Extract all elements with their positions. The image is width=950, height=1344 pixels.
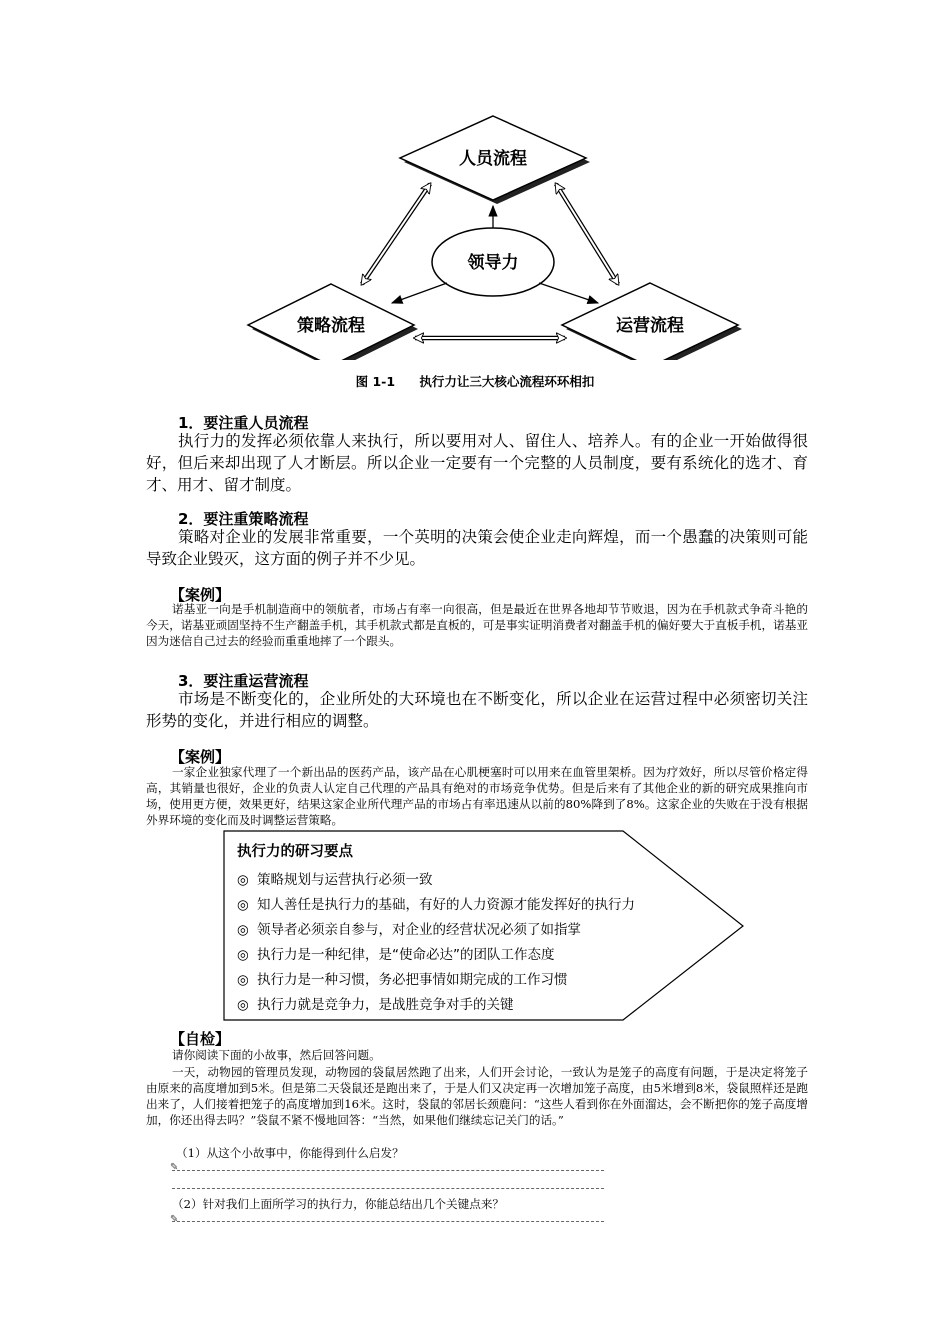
bullet-icon: ◎ [237,897,249,913]
figure-caption [0,372,950,390]
self-check-intro: 请你阅读下面的小故事，然后回答问题。 [172,1048,381,1062]
summary-box [223,830,750,1022]
section2-case-label: 【案例】 [170,586,231,604]
section2-paragraph: 策略对企业的发展非常重要，一个英明的决策会使企业走向辉煌，而一个愚蠢的决策则可能导致企业毁灭，这方面的例子并不少见。 [146,528,808,568]
summary-item: ◎ 策略规划与运营执行必须一致 [237,872,433,888]
bullet-icon: ◎ [237,972,249,988]
bullet-icon: ◎ [237,997,249,1013]
double-arrow-people-strategy [362,184,430,284]
question-1: （1）从这个小故事中，你能得到什么启发？ [176,1146,404,1160]
arrow-leadership-to-operations [539,283,598,303]
figure-number: 图 1-1 [355,374,396,389]
operations-process-node [562,283,742,360]
answer-line-2[interactable] [172,1188,604,1189]
pen-icon: ✎ [170,1162,179,1173]
self-check-label: 【自检】 [170,1030,231,1048]
leadership-node [432,228,554,296]
answer-line-3[interactable] [172,1221,604,1222]
process-diagram [0,0,950,360]
section3-paragraph: 市场是不断变化的，企业所处的大环境也在不断变化，所以企业在运营过程中必须密切关注形势的变化，并进行相应的调整。 [146,690,808,730]
section1-heading: 1．要注重人员流程 [178,414,309,432]
arrow-leadership-to-strategy [392,283,447,303]
summary-item: ◎ 执行力就是竞争力，是战胜竞争对手的关键 [237,997,514,1013]
double-arrow-people-operations [556,184,618,284]
self-check-story: 一天，动物园的管理员发现，动物园的袋鼠居然跑了出来，人们开会讨论，一致认为是笼子的高度有问题，于是决定将笼子由原来的高度增加到5米。但是第二天袋鼠还是跑出来了，于是人们又决定再一次增加笼子高度，由5米增到8米，袋鼠照样还是跑出来了，人们接着把笼子的高度增加到16米。这时，袋鼠的邻居长颈鹿问：“这些人看到你在外面溜达，会不断把你的笼子高度增加，你还出得去吗？”袋鼠不紧不慢地回答：“当然，如果他们继续忘记关门的话。” [146,1065,808,1127]
section2-case-text: 诺基亚一向是手机制造商中的领航者，市场占有率一向很高，但是最近在世界各地却节节败退，因为在手机款式争奇斗艳的今天，诺基亚顽固坚持不生产翻盖手机，其手机款式都是直板的，可是事实证明消费者对翻盖手机的偏好要大于直板手机，诺基亚因为迷信自己过去的经验而重重地摔了一个跟头。 [146,602,808,648]
summary-item: ◎ 执行力是一种习惯，务必把事情如期完成的工作习惯 [237,972,568,988]
section1-paragraph: 执行力的发挥必须依靠人来执行，所以要用对人、留住人、培养人。有的企业一开始做得很好，但后来却出现了人才断层。所以企业一定要有一个完整的人员制度，要有系统化的选才、育才、用才、留才制度。 [146,432,808,494]
section3-case-label: 【案例】 [170,748,231,766]
section3-case-text: 一家企业独家代理了一个新出品的医药产品，该产品在心肌梗塞时可以用来在血管里架桥。因为疗效好，所以尽管价格定得高，其销量也很好，企业的负责人认定自己代理的产品具有绝对的市场竞争优势。但是后来有了其他企业的新的研究成果推向市场，使用更方便，效果更好，结果这家企业所代理产品的市场占有率迅速从以前的80%降到了8%。这家企业的失败在于没有根据外界环境的变化而及时调整运营策略。 [146,765,808,827]
summary-title: 执行力的研习要点 [237,844,353,860]
summary-item: ◎ 知人善任是执行力的基础，有好的人力资源才能发挥好的执行力 [237,897,635,913]
people-process-label: 人员流程 [459,149,527,169]
bullet-icon: ◎ [237,872,249,888]
bullet-icon: ◎ [237,947,249,963]
section2-heading: 2．要注重策略流程 [178,510,309,528]
summary-item: ◎ 领导者必须亲自参与，对企业的经营状况必须了如指掌 [237,922,581,938]
summary-item: ◎ 执行力是一种纪律，是“使命必达”的团队工作态度 [237,947,555,963]
section3-heading: 3．要注重运营流程 [178,672,309,690]
strategy-process-node [248,284,418,360]
operations-process-label: 运营流程 [616,316,684,336]
bullet-icon: ◎ [237,922,249,938]
answer-line-1[interactable] [172,1170,604,1171]
question-2: （2）针对我们上面所学习的执行力，你能总结出几个关键点来？ [172,1197,505,1211]
strategy-process-label: 策略流程 [297,316,365,336]
figure-title: 执行力让三大核心流程环环相扣 [419,374,595,389]
leadership-label: 领导力 [467,253,519,273]
pen-icon: ✎ [170,1214,179,1225]
